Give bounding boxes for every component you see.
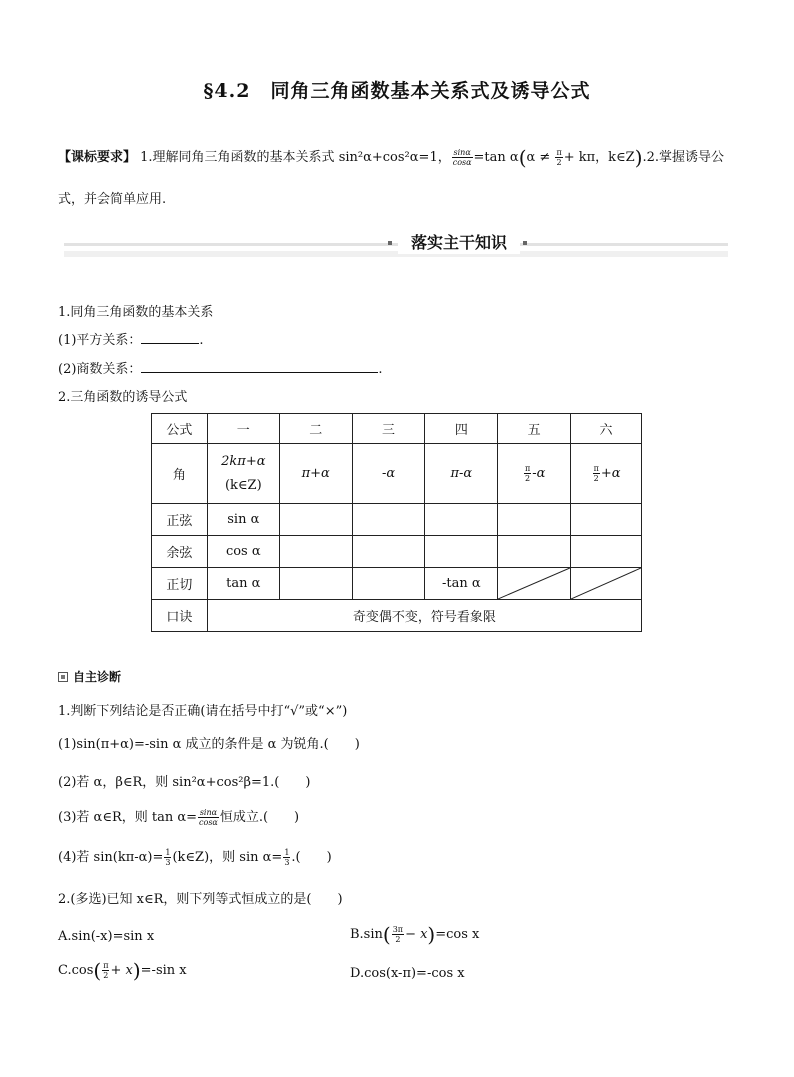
condition-text-b: + kπ，k∈Z <box>563 150 635 165</box>
table-cell: -tan α <box>425 568 498 600</box>
table-row-sine <box>152 504 642 536</box>
requirement-text-3: .2.掌握诱导公 <box>642 150 725 165</box>
question-1: 1.判断下列结论是否正确(请在括号中打“√”或“×”) <box>58 704 348 719</box>
knowledge-item-1b: (2)商数关系： . <box>58 362 383 377</box>
knowledge-item-1: 1.同角三角函数的基本关系 <box>58 305 214 320</box>
answer-cell[interactable] <box>279 504 352 536</box>
answer-blank-square[interactable] <box>141 331 199 344</box>
angle-one-bottom: (k∈Z) <box>224 477 262 493</box>
option-c[interactable]: C.cos( $\frac{\pi}{2}$ + x)=-sin x <box>58 958 187 983</box>
answer-cell[interactable] <box>352 536 425 568</box>
question-2: 2.(多选)已知 x∈R，则下列等式恒成立的是( ) <box>58 892 343 907</box>
row-label: 正切 <box>152 568 208 600</box>
pi-over-2-fraction: $\frac{\pi}{2}$ <box>556 148 562 167</box>
angle-cell: $\frac{\pi}{2}$ +α <box>571 444 642 504</box>
induction-formula-table <box>151 413 642 632</box>
curriculum-requirements: 【课标要求】 1.理解同角三角函数的基本关系式 sin²α+cos²α=1， $\frac{\sin\alpha}{\cos\alpha}$ =tan α(α ≠ $\frac{\pi}{2}$ + kπ，k∈Z).2.掌握诱导公 <box>58 145 725 170</box>
quotient-relation-label: (2)商数关系： <box>58 362 142 377</box>
table-angle-row <box>152 444 642 504</box>
option-a[interactable]: A.sin(-x)=sin x <box>58 929 155 944</box>
angle-cell: π-α <box>425 444 498 504</box>
page-title: §4.2 同角三角函数基本关系式及诱导公式 <box>203 80 591 102</box>
table-cell: tan α <box>207 568 279 600</box>
answer-cell[interactable] <box>571 536 642 568</box>
angle-cell: π+α <box>279 444 352 504</box>
requirement-text-1: 1.理解同角三角函数的基本关系式 sin²α+cos²α=1， <box>140 150 451 165</box>
row-label: 正弦 <box>152 504 208 536</box>
mnemonic-text: 奇变偶不变，符号看象限 <box>207 600 641 632</box>
header-cell: 四 <box>425 414 498 444</box>
answer-cell[interactable] <box>352 568 425 600</box>
answer-cell[interactable] <box>498 504 571 536</box>
angle-cell: -α <box>352 444 425 504</box>
header-cell: 三 <box>352 414 425 444</box>
question-1-3: (3)若 α∈R，则 tan α= $\frac{\sin\alpha}{\cos\alpha}$ 恒成立.( ) <box>58 808 300 827</box>
option-b[interactable]: B.sin( $\frac{3\pi}{2}$ − x)=cos x <box>350 922 480 947</box>
header-cell: 五 <box>498 414 571 444</box>
diagnosis-heading <box>58 666 121 685</box>
condition-text-a: α ≠ <box>526 150 555 165</box>
table-cell: cos α <box>207 536 279 568</box>
struck-cell <box>571 568 642 600</box>
answer-cell[interactable] <box>279 568 352 600</box>
header-cell: 六 <box>571 414 642 444</box>
angle-cell: $\frac{\pi}{2}$ -α <box>498 444 571 504</box>
requirement-text-2: =tan α <box>473 150 519 165</box>
row-label: 余弦 <box>152 536 208 568</box>
answer-blank-quotient[interactable] <box>141 360 378 373</box>
answer-cell[interactable] <box>498 536 571 568</box>
answer-cell[interactable] <box>425 504 498 536</box>
knowledge-item-1a: (1)平方关系： . <box>58 333 204 348</box>
table-cell: sin α <box>207 504 279 536</box>
knowledge-item-2: 2.三角函数的诱导公式 <box>58 390 188 405</box>
struck-cell <box>498 568 571 600</box>
header-cell: 公式 <box>152 414 208 444</box>
row-label: 口诀 <box>152 600 208 632</box>
question-1-2: (2)若 α，β∈R，则 sin²α+cos²β=1.( ) <box>58 775 311 790</box>
answer-cell[interactable] <box>425 536 498 568</box>
requirements-tag: 【课标要求】 <box>58 150 137 165</box>
table-row-tangent <box>152 568 642 600</box>
header-cell: 二 <box>279 414 352 444</box>
answer-cell[interactable] <box>352 504 425 536</box>
question-1-4: (4)若 sin(kπ-α)= $\frac{1}{3}$ (k∈Z)，则 sin α= $\frac{1}{3}$ .( ) <box>58 848 332 867</box>
requirement-line-2: 式，并会简单应用. <box>58 192 167 207</box>
angle-one-top: 2kπ+α <box>221 453 266 469</box>
square-relation-label: (1)平方关系： <box>58 333 142 348</box>
table-row-cosine <box>152 536 642 568</box>
table-mnemonic-row <box>152 600 642 632</box>
section-banner <box>64 232 728 258</box>
option-d[interactable]: D.cos(x-π)=-cos x <box>350 966 465 981</box>
question-1-1: (1)sin(π+α)=-sin α 成立的条件是 α 为锐角.( ) <box>58 737 360 752</box>
banner-label: 落实主干知识 <box>398 232 520 254</box>
table-header-row <box>152 414 642 444</box>
header-cell: 一 <box>207 414 279 444</box>
angle-cell <box>207 444 279 504</box>
section-square-icon <box>58 672 68 682</box>
row-label: 角 <box>152 444 208 504</box>
diagnosis-heading-text: 自主诊断 <box>73 670 122 684</box>
sin-over-cos-fraction: $\frac{\sin\alpha}{\cos\alpha}$ <box>452 148 472 167</box>
answer-cell[interactable] <box>571 504 642 536</box>
answer-cell[interactable] <box>279 536 352 568</box>
